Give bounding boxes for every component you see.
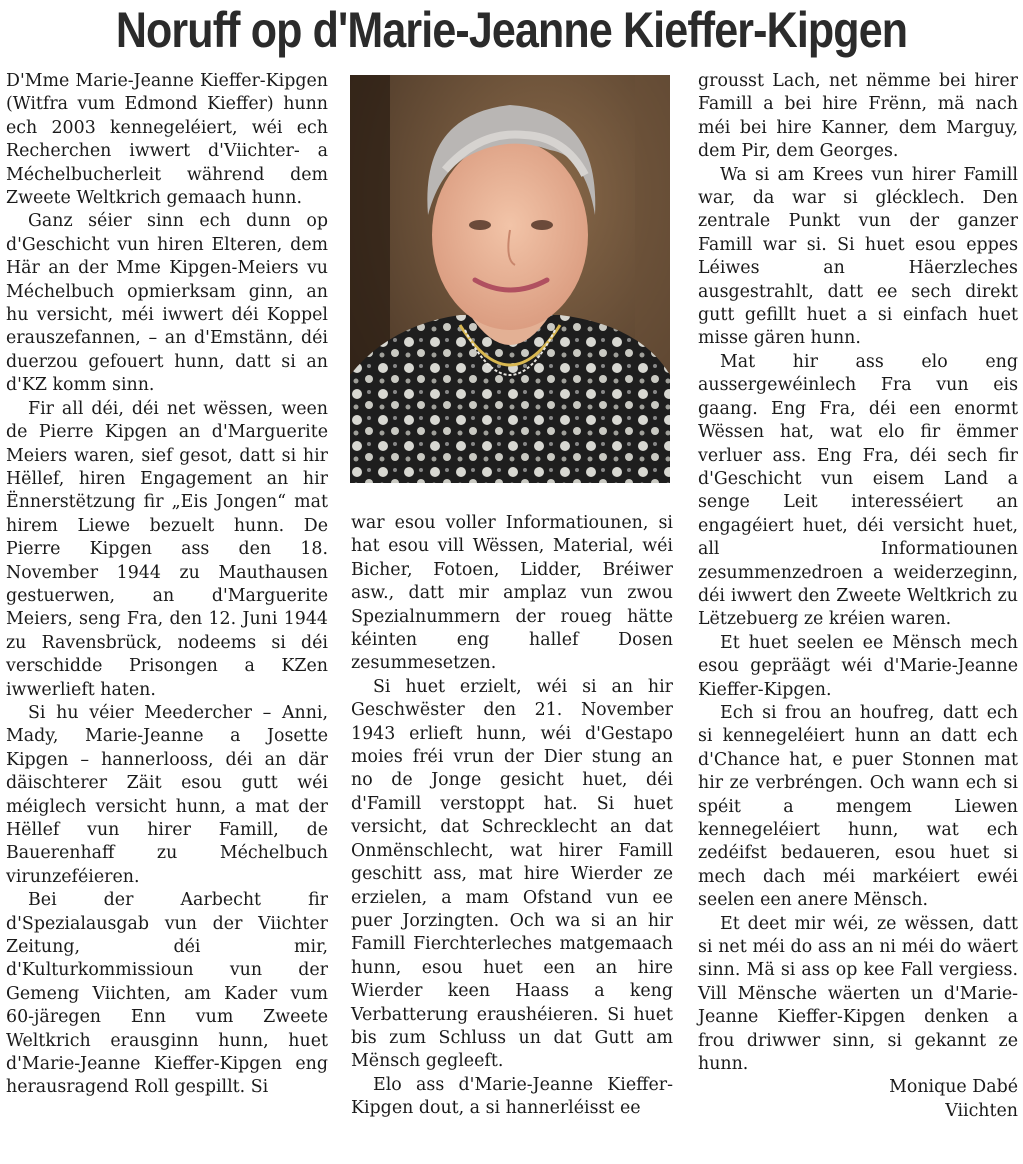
paragraph: Wa si am Krees vun hirer Famill war, da war si glécklech. Den zentrale Punkt vun der ganzer Famill war si. Si huet esou eppes Léiwes an Häerzleches ausgestrahlt, datt ee sech direkt gutt gefillt huet a si einfach huet misse gären hunn. (698, 164, 1018, 349)
article-column-1 (6, 70, 328, 1100)
paragraph: grousst Lach, net nëmme bei hirer Famill a bei hire Frënn, mä nach méi bei hire Kanner, dem Marguy, dem Pir, dem Georges. (698, 71, 1018, 162)
paragraph: Si hu véier Meedercher – Anni, Mady, Marie-Jeanne a Josette Kipgen – hannerlooss, déi an där däischterer Zäit esou gutt wéi méiglech versicht hunn, a mat der Hëllef vun hirer Famill, de Bauerenhaff zu Méchelbuch virunzeféieren. (6, 702, 328, 887)
author-name: Monique Dabé (889, 1077, 1018, 1098)
paragraph: Ganz séier sinn ech dunn op d'Geschicht vun hiren Elteren, dem Här an der Mme Kipgen-Meiers vu Méchelbuch opmierksam ginn, an hu versicht, méi iwwert déi Koppel erauszefannen, – an d'Emstänn, déi duerzou gefouert hunn, datt si an d'KZ komm sinn. (6, 211, 328, 396)
paragraph: Ech si frou an houfreg, datt ech si kennegeléiert hunn an datt ech d'Chance hat, e puer Stonnen mat hir ze verbréngen. Och wann ech si spéit a mengem Liewen kennegeléiert hunn, wat ech zedéifst bedaueren, esou huet si mech dach méi markéiert ewéi seelen een anere Mënsch. (698, 702, 1018, 911)
paragraph: Mat hir ass elo eng aussergewéinlech Fra vun eis gaang. Eng Fra, déi een enormt Wëssen hat, wat elo fir ëmmer verluer ass. Eng Fra, déi sech fir d'Geschicht vun eisem Land a senge Leit interesséiert an engagéiert huet, déi versicht huet, all Informatiounen zesummenzedroen a weiderzeginn, déi iwwert den Zweete Weltkrich zu Lëtzebuerg ze kréien waren. (698, 351, 1018, 630)
paragraph: Et deet mir wéi, ze wëssen, datt si net méi do ass an ni méi do wäert sinn. Mä si ass op kee Fall vergiess. Vill Mënsche wäerten un d'Marie-Jeanne Kieffer-Kipgen denken a frou driwwer sinn, si gekannt ze hunn. (698, 913, 1018, 1075)
paragraph: Et huet seelen ee Mënsch mech esou gepräägt wéi d'Marie-Jeanne Kieffer-Kipgen. (698, 632, 1018, 700)
paragraph: Bei der Aarbecht fir d'Spezialausgab vun der Viichter Zeitung, déi mir, d'Kulturkommissioun vun der Gemeng Viichten, am Kader vum 60-järegen Enn vum Zweete Weltkrich erausginn hunn, huet d'Marie-Jeanne Kieffer-Kipgen eng herausragend Roll gespillt. Si (6, 890, 328, 1098)
headline: Noruff op d'Marie-Jeanne Kieffer-Kipgen (115, 2, 908, 58)
portrait-photo (350, 75, 670, 483)
author-place: Viichten (945, 1100, 1018, 1121)
paragraph: war esou voller Informatiounen, si hat esou vill Wëssen, Material, wéi Bicher, Fotoen, Lidder, Bréiwer asw., datt mir amplaz vun zwou Spezialnummern der roueg hätte kéinten eng hallef Dosen zesummesetzen. (351, 513, 673, 674)
paragraph: Si huet erzielt, wéi si an hir Geschwëster den 21. November 1943 erlieft hunn, wéi d'Gestapo moies fréi vrun der Dier stung an no de Jonge gesicht huet, déi d'Famill verstoppt hat. Si huet versicht, dat Schrecklecht an dat Onmënschlecht, wat hirer Famill geschitt ass, mat hire Wierder ze erzielen, a mam Ofstand vun ee puer Jorzingten. Och wa si an hir Famill Fierchterleches matgemaach hunn, esou huet een an hire Wierder keen Haass a keng Verbatterung eraushéieren. Si huet bis zum Schluss un dat Gutt am Mënsch gegleeft. (351, 676, 673, 1072)
paragraph: D'Mme Marie-Jeanne Kieffer-Kipgen (Witfra vum Edmond Kieffer) hunn ech 2003 kennegeléiert, wéi ech Recherchen iwwert d'Viichter- a Méchelbucherleit während dem Zweete Weltkrich gemaach hunn. (6, 71, 328, 209)
paragraph: Elo ass d'Marie-Jeanne Kieffer-Kipgen dout, a si hannerléisst ee (351, 1074, 673, 1119)
paragraph: Fir all déi, déi net wëssen, ween de Pierre Kipgen an d'Marguerite Meiers waren, sief gesot, datt si hir Hëllef, hiren Engagement an hir Ënnerstëtzung fir „Eis Jongen“ mat hirem Liewe bezuelt hunn. De Pierre Kipgen ass den 18. November 1944 zu Mauthausen gestuerwen, an d'Marguerite Meiers, seng Fra, den 12. Juni 1944 zu Ravensbrück, nodeems si déi verschidde Prisongen a KZen iwwerlieft haten. (6, 398, 328, 700)
article-column-3 (698, 70, 1018, 1123)
portrait-illustration (350, 75, 670, 483)
